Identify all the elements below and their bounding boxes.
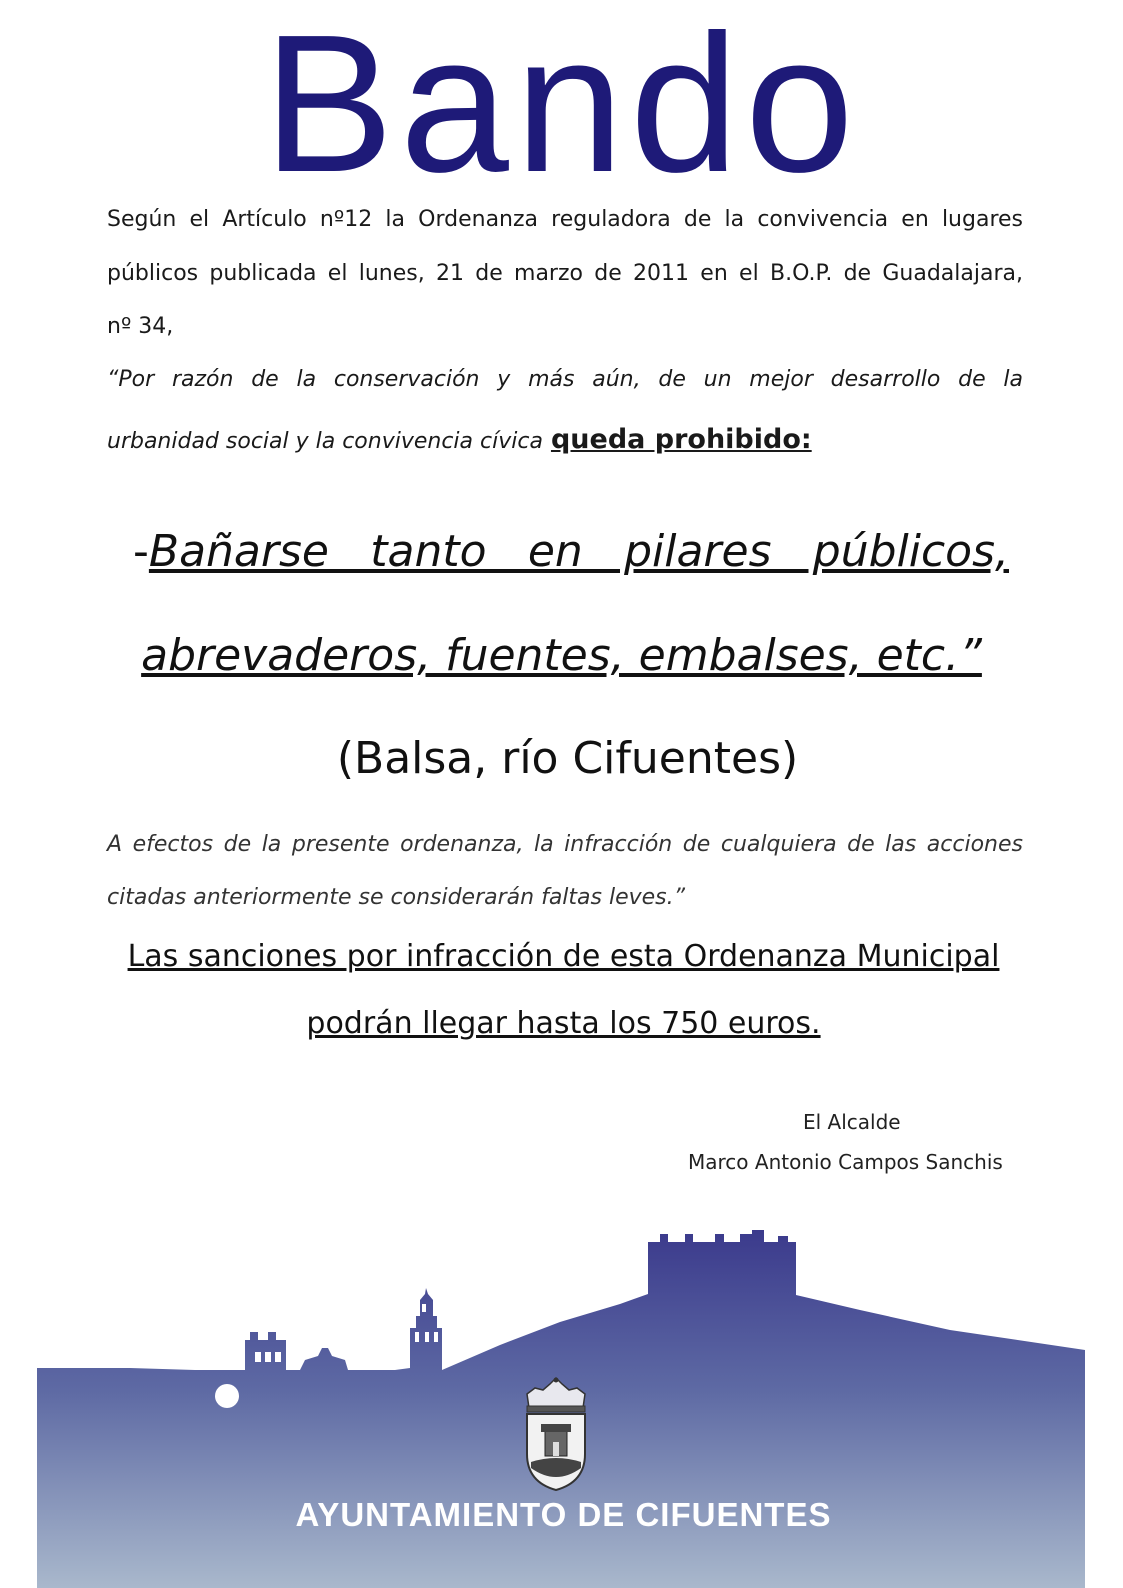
prohibited-emphasis: queda prohibido: [550,424,812,455]
prohibition-line-1 [133,526,1009,577]
sanctions-line-2: podrán llegar hasta los 750 euros. [306,1006,821,1041]
prohibition-text-1: Bañarse tanto en pilares públicos, [148,526,1009,577]
effects-line-1: A efectos de la presente ordenanza, la infracción de cualquiera de las acciones [107,832,1023,857]
intro-line-1: Según el Artículo nº12 la Ordenanza reguladora de la convivencia en lugares [107,207,1023,232]
quote-line-2 [107,424,1023,455]
signature-name: Marco Antonio Campos Sanchis [688,1150,1003,1174]
page-title: Bando [263,0,860,213]
prohibition-line-2: abrevaderos, fuentes, embalses, etc.” [141,630,982,681]
sanctions-line-1: Las sanciones por infracción de esta Ordenanza Municipal [127,939,1000,974]
prohibition-dash: - [133,526,149,577]
shield-icon [527,1414,585,1490]
footer-city-council: AYUNTAMIENTO DE CIFUENTES [295,1496,832,1533]
intro-line-3: nº 34, [107,314,174,339]
coat-of-arms [527,1378,585,1491]
intro-line-2: públicos publicada el lunes, 21 de marzo de 2011 en el B.O.P. de Guadalajara, [107,261,1023,286]
location-note: (Balsa, río Cifuentes) [336,733,799,784]
quote-line-2-text: urbanidad social y la convivencia cívica [107,429,543,454]
signature-role: El Alcalde [803,1110,901,1134]
quote-line-1: “Por razón de la conservación y más aún, de un mejor desarrollo de la [107,367,1023,392]
effects-line-2: citadas anteriormente se considerarán faltas leves.” [107,885,686,910]
